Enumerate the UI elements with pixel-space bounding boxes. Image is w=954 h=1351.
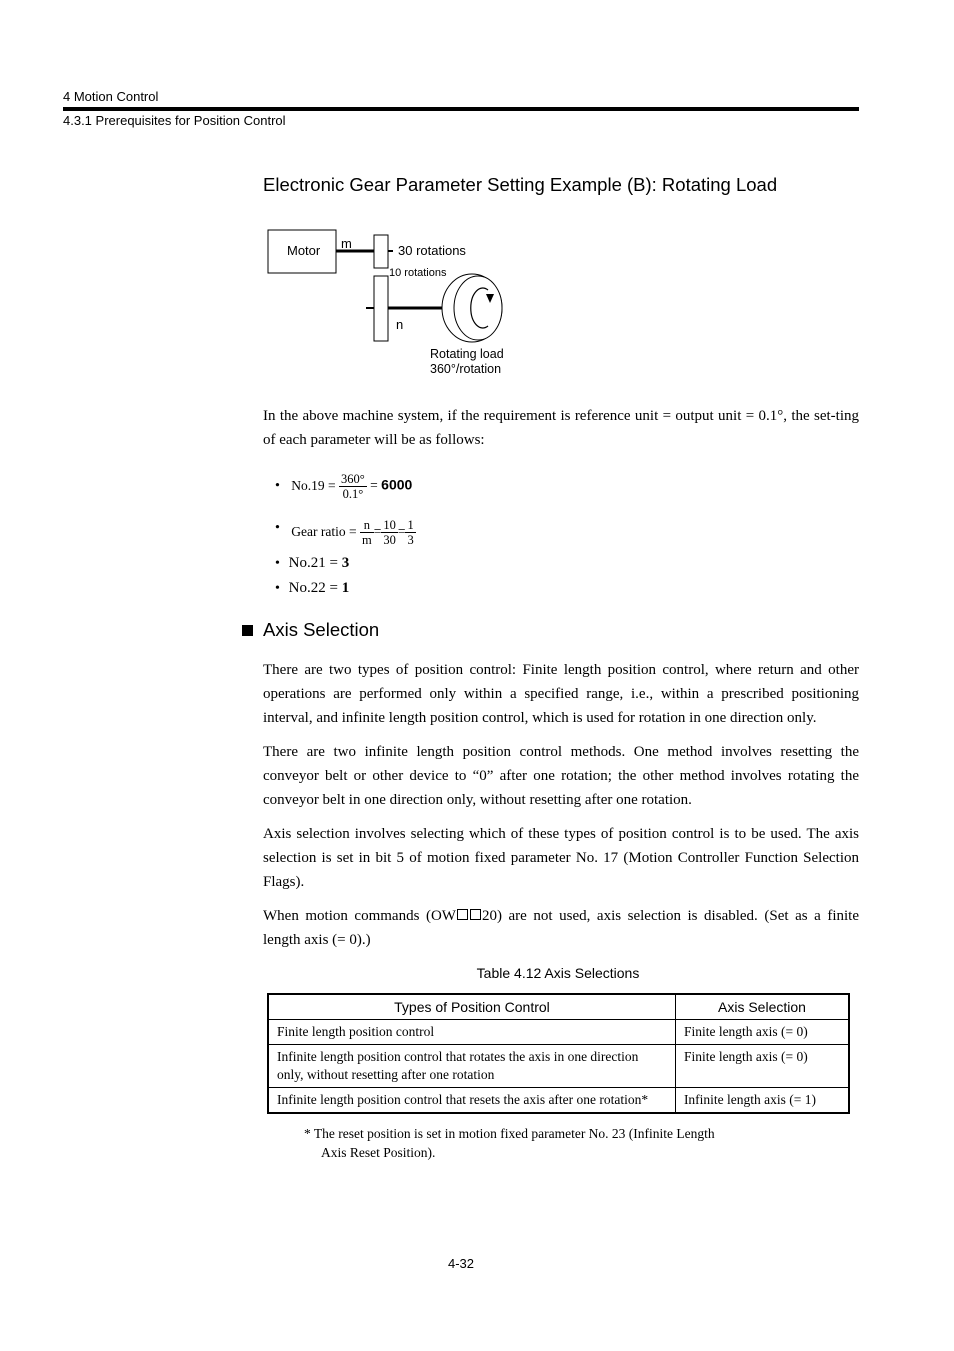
chapter-header: 4 Motion Control [63,89,159,104]
axis-selection-heading: Axis Selection [263,619,380,640]
page-number: 4-32 [447,1256,475,1271]
no19-result: 6000 [381,476,413,493]
bullet-gear-ratio: • Gear ratio = $\frac{n}{m}$ = $\frac{10}{30}$ = $\frac{1}{3}$ [275,518,414,547]
gear-ratio-prefix: Gear ratio = [291,523,357,539]
no19-fraction: $\frac{360^\circ}{0.1^\circ}$ [341,472,365,501]
example-heading: Electronic Gear Parameter Setting Example (B): Rotating Load [263,174,778,195]
axis-para-2: There are two infinite length position control methods. One method involves resetting the conveyor belt or other device to “0” after one rotation; the other method involves rotating the conveyor belt in one direction only, without resetting after one rotation. [263,744,859,808]
m-label: m [341,236,352,251]
load-label-line1: Rotating load [430,347,504,361]
table-footnote: * The reset position is set in motion fixed parameter No. 23 (Infinite Length Axis Reset Position). [304,1126,715,1160]
section-header: 4.3.1 Prerequisites for Position Control [63,113,286,128]
axis-para-1: There are two types of position control: Finite length position control, where return and other operations are performed only within a specified range, i.e., within a prescribed positioning interval, and infinite length position control, which is used for rotation in one direction only. [263,662,859,726]
gear2-label: 10 rotations [389,267,447,279]
no19-prefix: No.19 = [291,477,336,493]
axis-para-4: When motion commands (OW 20) are not used, axis selection is disabled. (Set as a finite length axis (= 0).) [263,908,859,948]
gear-30-rotations [374,235,388,268]
header-axis-selection: Axis Selection [675,994,849,1020]
axis-selection-table [267,993,850,1114]
no22-value: 1 [341,580,350,596]
bullet-no22: • No.22 = 1 [275,580,350,596]
gear1-label: 30 rotations [398,243,466,258]
table-row: Infinite length position control that rotates the axis in one direction only, without resetting after one rotation Finite length axis (= 0) [268,1045,849,1088]
gear-ratio-fraction-1-3: $\frac{1}{3}$ [407,518,414,547]
square-bullet-icon [242,625,253,636]
bullet-no19: • No.19 = $\frac{360^\circ}{0.1^\circ}$ = 6000 [275,472,413,501]
table-caption: Table 4.12 Axis Selections [476,965,640,981]
axis-para-3: Axis selection involves selecting which of these types of position control is to be used. The axis selection is set in bit 5 of motion fixed parameter No. 17 (Motion Controller Function Selection Flags). [263,826,859,890]
bullet-no21: • No.21 = 3 [275,555,350,571]
placeholder-square-icon [470,909,481,920]
motor-label: Motor [287,243,321,258]
gear-ratio-fraction-10-30: $\frac{10}{30}$ [383,518,396,547]
no21-value: 3 [341,555,350,571]
load-label-line2: 360°/rotation [430,362,502,376]
n-label: n [396,317,404,332]
load-label [430,347,504,377]
gear-ratio-fraction-nm: $\frac{n}{m}$ [362,518,372,547]
table-header-row [268,994,849,1020]
header-rule [63,107,859,111]
table-row: Finite length position control Finite length axis (= 0) [268,1020,849,1045]
placeholder-square-icon [457,909,468,920]
table-row: Infinite length position control that resets the axis after one rotation* Infinite length axis (= 1) [268,1088,849,1114]
header-types: Types of Position Control [268,994,675,1020]
gear-10-rotations [374,276,388,341]
example-intro: In the above machine system, if the requirement is reference unit = output unit = 0.1°, the set-ting of each parameter will be as follows: [263,408,859,448]
